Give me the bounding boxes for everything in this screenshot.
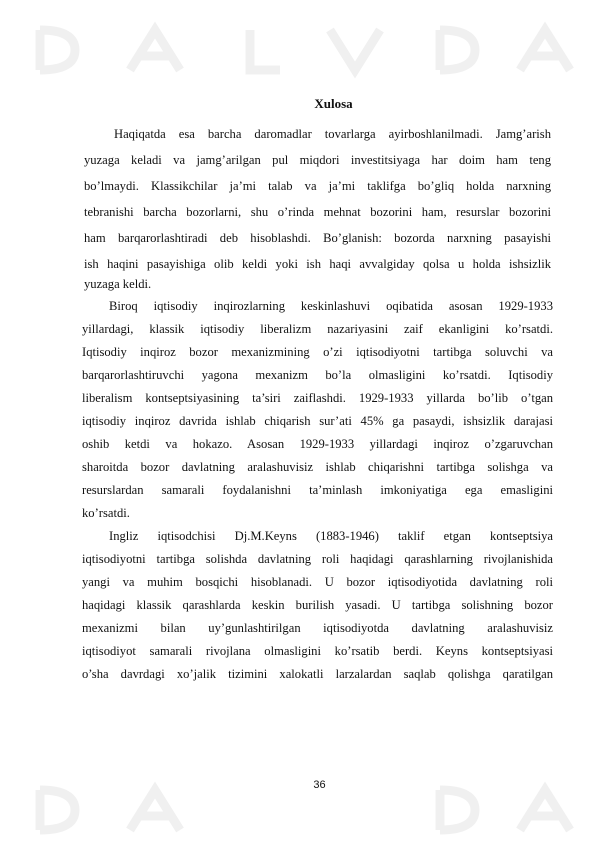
text-line: Ingliz iqtisodchisi Dj.M.Keyns (1883-1946) taklif etgan kontseptsiya bbox=[109, 529, 553, 543]
text-line: iqtisodiyotni tartibga solishda davlatning roli haqidagi qarashlarning rivojlanishida bbox=[82, 552, 553, 566]
text-line: Haqiqatda esa barcha daromadlar tovarlarga ayirboshlanilmadi. Jamg’arish bbox=[114, 127, 551, 141]
text-line: iqtisodiy inqiroz davrida ishlab chiqarish sur’ati 45% ga pasaydi, ishsizlik darajasi bbox=[82, 414, 553, 428]
text-line: iqtisodiyot samarali rivojlana olmasligini ko’rsatib berdi. Keyns kontseptsiyasi bbox=[82, 644, 553, 658]
text-line: yuzaga keldi. bbox=[84, 277, 152, 291]
text-line: yangi va muhim bosqichi hisoblanadi. U bozor iqtisodiyotida davlatning roli bbox=[82, 575, 553, 589]
text-line: Iqtisodiy inqiroz bozor mexanizmining o’zi iqtisodiyotni tartibga soluvchi va bbox=[82, 345, 553, 359]
text-line: mexanizmi bilan uy’gunlashtirilgan iqtisodiyotda davlatning aralashuvisiz bbox=[82, 621, 553, 635]
text-line: resurslardan samarali foydalanishni ta’minlash imkoniyatiga ega emasligini bbox=[82, 483, 553, 497]
text-line: haqidagi klassik qarashlarda keskin burilish yasadi. U tartibga solishning bozor bbox=[82, 598, 553, 612]
text-line: yillardagi, klassik iqtisodiy liberalizm nazariyasini zaif ekanligini ko’rsatdi. bbox=[82, 322, 553, 336]
text-line: yuzaga keladi va jamg’arilgan pul miqdori investitsiyaga har doim ham teng bbox=[84, 153, 551, 167]
text-line: barqarorlashtiruvchi yagona mexanizm bo’la olmasligini ko’rsatdi. Iqtisodiy bbox=[82, 368, 553, 382]
text-line: ham barqarorlashtiradi deb hisoblashdi. Bo’glanish: bozorda narxning pasayishi bbox=[84, 231, 551, 245]
text-line: liberalism kontseptsiyasining ta’siri zaiflashdi. 1929-1933 yillarda bo’lib o’tgan bbox=[82, 391, 553, 405]
text-line: sharoitda bozor davlatning aralashuvisiz ishlab chiqarishni tartibga solishga va bbox=[82, 460, 553, 474]
page-number: 36 bbox=[313, 779, 326, 791]
text-line: ish haqini pasayishiga olib keldi yoki ish haqi avvalgiday qolsa u holda ishsizlik bbox=[84, 257, 551, 271]
text-line: oshib ketdi va hokazo. Asosan 1929-1933 yillardagi inqiroz o’zgaruvchan bbox=[82, 437, 553, 451]
text-line: ko’rsatdi. bbox=[82, 506, 130, 520]
text-line: bo’lmaydi. Klassikchilar ja’mi talab va ja’mi taklifga bo’gliq holda narxning bbox=[84, 179, 551, 193]
section-title: Xulosa bbox=[314, 96, 353, 111]
text-line: tebranishi barcha bozorlarni, shu o’rinda mehnat bozorini ham, resurslar bozorini bbox=[84, 205, 551, 219]
text-line: o’sha davrdagi xo’jalik tizimini xalokatli larzalardan saqlab qolishga qaratilgan bbox=[82, 667, 553, 681]
text-line: Biroq iqtisodiy inqirozlarning keskinlashuvi oqibatida asosan 1929-1933 bbox=[109, 299, 553, 313]
